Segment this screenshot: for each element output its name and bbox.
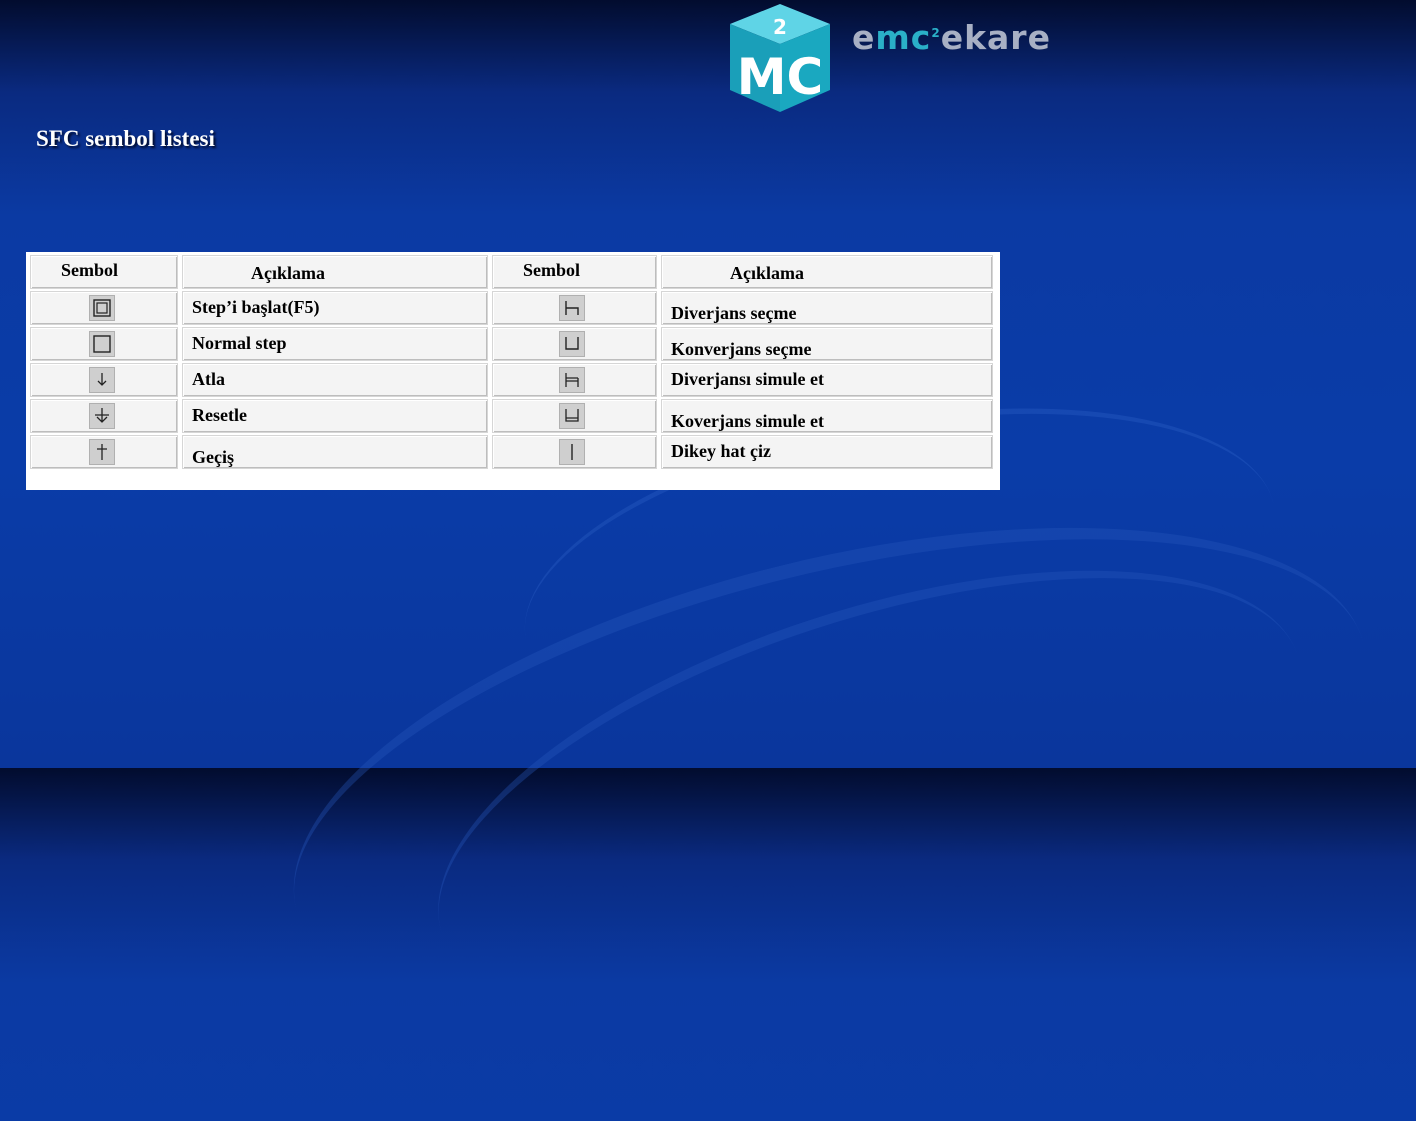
table-row-cell [30,435,178,469]
header-symbol-right: Sembol [492,255,657,289]
header-symbol-left: Sembol [30,255,178,289]
divergence-select-icon [559,295,585,321]
table-row-description: Geçiş [182,435,488,469]
logo-brand-text [852,18,1051,57]
logo-brand-sup: 2 [931,26,941,40]
table-row-cell [492,363,657,397]
logo-cube-front-text: MC [736,48,824,106]
emcekare-logo [724,2,1051,114]
reset-arrow-icon [89,403,115,429]
symbol-table [26,252,1000,490]
table-row-cell [30,291,178,325]
table-row-cell [30,363,178,397]
symbol-table-grid [30,255,991,469]
background-swoosh [385,480,1355,1110]
table-row-description: Konverjans seçme [661,327,993,361]
table-row-cell [30,399,178,433]
step-icon [89,331,115,357]
table-row-cell [492,399,657,433]
table-row-description: Atla [182,363,488,397]
table-row-description: Normal step [182,327,488,361]
background-swoosh [244,433,1416,1120]
transition-icon [89,439,115,465]
logo-brand-mc: mc [875,18,932,57]
jump-arrow-icon [89,367,115,393]
table-row-cell [492,291,657,325]
logo-cube-icon [724,2,836,114]
table-row-description: Step’i başlat(F5) [182,291,488,325]
slide-title: SFC sembol listesi [36,126,215,151]
logo-cube-top-text: 2 [773,15,787,39]
table-row-description: Diverjansı simule et [661,363,993,397]
table-row-cell [492,327,657,361]
initial-step-icon [89,295,115,321]
table-row-cell [492,435,657,469]
header-description-right: Açıklama [661,255,993,289]
simultaneous-divergence-icon [559,367,585,393]
table-row-description: Koverjans simule et [661,399,993,433]
vertical-line-icon [559,439,585,465]
logo-brand-rest: ekare [940,18,1051,57]
table-row-description: Resetle [182,399,488,433]
table-row-cell [30,327,178,361]
logo-brand-e: e [852,18,876,57]
simultaneous-convergence-icon [559,403,585,429]
header-description-left: Açıklama [182,255,488,289]
table-row-description: Diverjans seçme [661,291,993,325]
convergence-select-icon [559,331,585,357]
table-row-description: Dikey hat çiz [661,435,993,469]
